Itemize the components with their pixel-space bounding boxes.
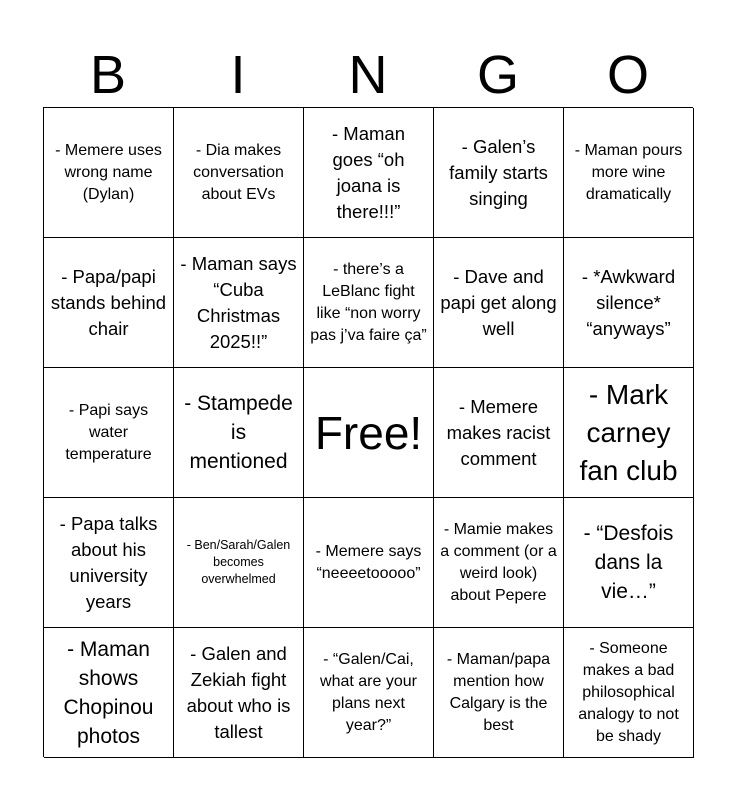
header-letter-g: G [476,45,519,105]
bingo-cell[interactable] [174,108,304,238]
bingo-cell[interactable] [174,238,304,368]
cell-text: - Memere makes racist comment [446,395,551,469]
bingo-cell[interactable] [564,498,694,628]
bingo-cell[interactable] [434,628,564,758]
cell-text: - Maman says “Cuba Christmas 2025!!” [180,252,297,352]
header-letter-o: O [606,45,649,105]
cell-text: - Maman goes “oh joana is there!!!” [332,122,405,222]
cell-text: - there’s a LeBlanc fight like “non worry pas j’va faire ça” [310,260,427,344]
cell-text: - Maman shows Chopinou photos [63,637,154,748]
cell-text: - Papa talks about his university years [59,512,158,612]
bingo-cell[interactable] [44,238,174,368]
cell-text: - *Awkward silence* “anyways” [581,265,676,339]
cell-text: - Someone makes a bad philosophical analogy to not be shady [578,639,679,745]
cell-text: - Papi says water temperature [65,401,152,463]
bingo-cell[interactable] [564,108,694,238]
bingo-cell[interactable] [564,238,694,368]
bingo-cell[interactable] [304,238,434,368]
bingo-cell[interactable] [44,628,174,758]
bingo-cell[interactable] [564,628,694,758]
bingo-cell[interactable] [174,368,304,498]
cell-text: - Papa/papi stands behind chair [50,265,167,339]
cell-text: - Maman pours more wine dramatically [574,141,683,203]
bingo-cell[interactable] [44,498,174,628]
cell-text: - Dave and papi get along well [440,265,557,339]
bingo-cell[interactable] [434,368,564,498]
cell-text: - “Galen/Cai, what are your plans next year?” [320,650,417,734]
bingo-cell[interactable] [564,368,694,498]
bingo-cell[interactable] [44,368,174,498]
cell-text: - Memere says “neeeetooooo” [315,542,422,582]
bingo-cell[interactable] [174,498,304,628]
cell-text: - Mamie makes a comment (or a weird look) about Pepere [440,520,557,604]
cell-text: - Maman/papa mention how Calgary is the best [446,650,551,734]
bingo-cell[interactable] [434,238,564,368]
free-text: Free! [314,406,423,459]
cell-text: - Dia makes conversation about EVs [193,141,284,203]
bingo-cell[interactable] [304,108,434,238]
cell-text: - Mark carney fan club [579,378,678,486]
bingo-header [43,44,693,106]
header-letter-n: N [348,45,388,105]
free-cell[interactable] [304,368,434,498]
cell-text: - “Desfois dans la vie…” [583,522,674,603]
cell-text: - Galen and Zekiah fight about who is tallest [186,642,291,742]
bingo-cell[interactable] [304,498,434,628]
bingo-grid [43,107,693,757]
bingo-cell[interactable] [434,108,564,238]
cell-text: - Stampede is mentioned [184,392,293,473]
bingo-cell[interactable] [44,108,174,238]
cell-text: - Galen’s family starts singing [449,135,548,209]
header-letter-i: I [230,45,246,105]
cell-text: - Ben/Sarah/Galen becomes overwhelmed [186,538,291,586]
bingo-cell[interactable] [434,498,564,628]
cell-text: - Memere uses wrong name (Dylan) [55,141,162,203]
header-letter-b: B [89,45,127,105]
bingo-cell[interactable] [304,628,434,758]
bingo-cell[interactable] [174,628,304,758]
